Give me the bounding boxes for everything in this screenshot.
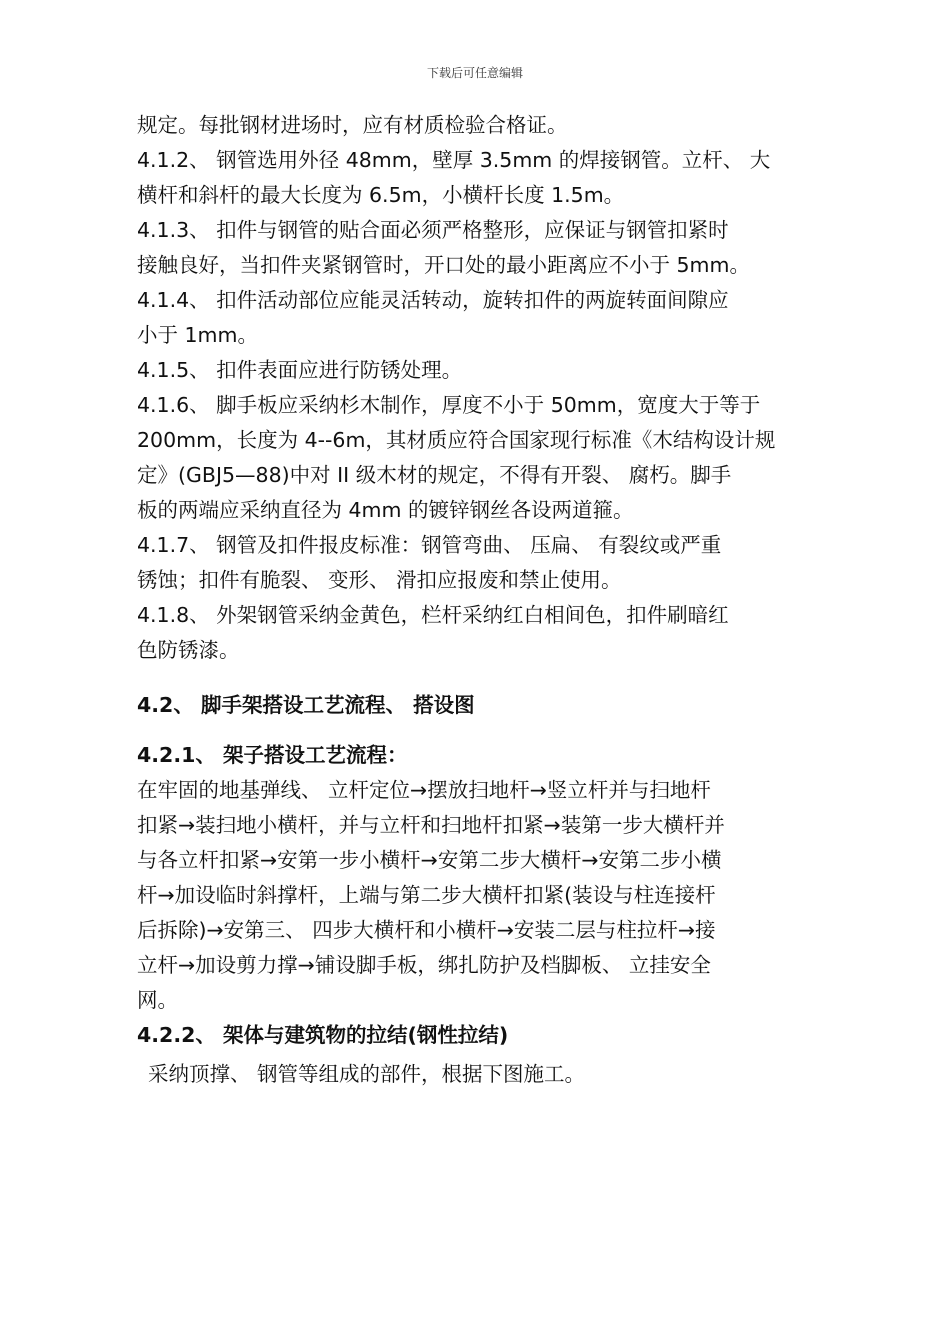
paragraph-line: 小于 1mm。 <box>137 323 258 347</box>
clause-4-1-6-line: 4.1.6、 脚手板应采纳杉木制作，厚度不小于 50mm，宽度大于等于 <box>137 393 761 417</box>
section-heading-4-2-2: 4.2.2、 架体与建筑物的拉结(钢性拉结) <box>137 1023 509 1047</box>
paragraph-line: 锈蚀；扣件有脆裂、 变形、 滑扣应报废和禁止使用。 <box>137 568 622 592</box>
paragraph-line: 横杆和斜杆的最大长度为 6.5m，小横杆长度 1.5m。 <box>137 183 625 207</box>
process-line: 立杆→加设剪力撑→铺设脚手板，绑扎防护及档脚板、 立挂安全 <box>137 953 711 977</box>
clause-4-1-8-line: 4.1.8、 外架钢管采纳金黄色，栏杆采纳红白相间色，扣件刷暗红 <box>137 603 729 627</box>
process-line: 在牢固的地基弹线、 立杆定位→摆放扫地杆→竖立杆并与扫地杆 <box>137 778 711 802</box>
clause-4-1-2-line: 4.1.2、 钢管选用外径 48mm，壁厚 3.5mm 的焊接钢管。立杆、 大 <box>137 148 771 172</box>
section-heading-4-2: 4.2、 脚手架搭设工艺流程、 搭设图 <box>137 693 475 717</box>
process-line: 与各立杆扣紧→安第一步小横杆→安第二步大横杆→安第二步小横 <box>137 848 722 872</box>
process-line: 网。 <box>137 988 178 1012</box>
clause-4-1-7-line: 4.1.7、 钢管及扣件报皮标准：钢管弯曲、 压扁、 有裂纹或严重 <box>137 533 722 557</box>
spacer <box>137 723 822 738</box>
paragraph-line: 定》(GBJ5—88)中对 II 级木材的规定，不得有开裂、 腐朽。脚手 <box>137 463 732 487</box>
section-heading-4-2-1: 4.2.1、 架子搭设工艺流程： <box>137 743 408 767</box>
clause-4-1-5-line: 4.1.5、 扣件表面应进行防锈处理。 <box>137 358 463 382</box>
clause-4-1-3-line: 4.1.3、 扣件与钢管的贴合面必须严格整形，应保证与钢管扣紧时 <box>137 218 729 242</box>
paragraph-line: 规定。每批钢材进场时，应有材质检验合格证。 <box>137 113 568 137</box>
document-body <box>137 108 822 1092</box>
paragraph-line: 采纳顶撑、 钢管等组成的部件，根据下图施工。 <box>148 1062 586 1086</box>
process-line: 扣紧→装扫地小横杆，并与立杆和扫地杆扣紧→装第一步大横杆并 <box>137 813 725 837</box>
paragraph-line: 板的两端应采纳直径为 4mm 的镀锌钢丝各设两道箍。 <box>137 498 634 522</box>
process-line: 后拆除)→安第三、 四步大横杆和小横杆→安装二层与柱拉杆→接 <box>137 918 716 942</box>
process-line: 杆→加设临时斜撑杆，上端与第二步大横杆扣紧(装设与柱连接杆 <box>137 883 716 907</box>
clause-4-1-4-line: 4.1.4、 扣件活动部位应能灵活转动，旋转扣件的两旋转面间隙应 <box>137 288 729 312</box>
page-header: 下载后可任意编辑 <box>426 66 523 80</box>
paragraph-line: 200mm，长度为 4--6m，其材质应符合国家现行标准《木结构设计规 <box>137 428 776 452</box>
spacer <box>137 668 822 688</box>
paragraph-line: 接触良好，当扣件夹紧钢管时，开口处的最小距离应不小于 5mm。 <box>137 253 750 277</box>
paragraph-line: 色防锈漆。 <box>137 638 240 662</box>
